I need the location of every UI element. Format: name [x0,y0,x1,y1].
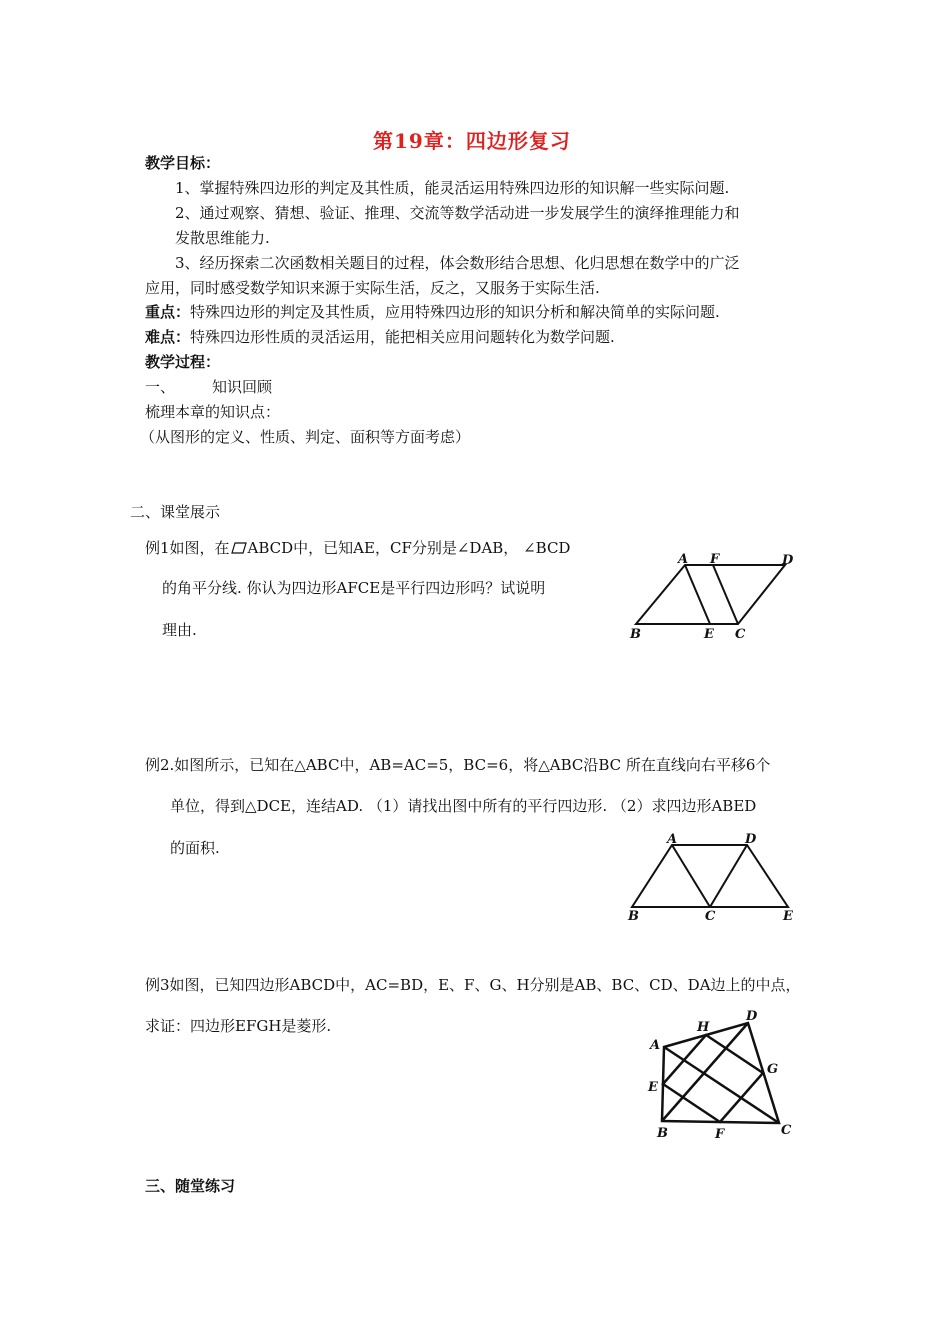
figure-1 [620,548,800,643]
figure-2 [620,828,805,923]
fig3-label-D: D [746,1009,758,1024]
fig3-label-B: B [657,1126,668,1141]
figure-2-segment-DC [710,845,747,907]
figure-1-parallelogram [636,565,785,624]
figure-3-diagonal-AC [664,1047,779,1123]
section-2-title: 二、课堂展示 [130,503,221,521]
difficulty-label: 难点： [145,328,191,346]
figure-3 [640,1005,800,1145]
fig2-label-D: D [745,832,757,847]
section-3-title: 三、随堂练习 [145,1177,236,1195]
example-1-line-1 [145,538,570,558]
figure-2-outline [632,845,788,907]
key-point [145,302,720,322]
fig2-label-E: E [783,909,793,923]
example-1-line-2: 的角平分线. 你认为四边形AFCE是平行四边形吗？试说明 [162,579,546,597]
fig2-label-A: A [667,832,678,847]
fig1-label-D: D [782,553,794,568]
example-3-line-2: 求证：四边形EFGH是菱形. [145,1017,332,1035]
fig1-label-A: A [678,552,689,567]
fig3-label-H: H [697,1020,710,1035]
fig2-label-B: B [628,909,639,923]
fig1-label-B: B [630,627,641,642]
example-2-line-1: 例2.如图所示，已知在△ABC中，AB=AC=5，BC=6，将△ABC沿BC 所在直线向右平移6个 [145,756,771,774]
section-1-title: 知识回顾 [212,378,273,396]
goal-2-line-2: 发散思维能力. [175,229,270,247]
section-1-line-1: 梳理本章的知识点： [145,403,281,421]
difficulty-text: 特殊四边形性质的灵活运用，能把相关应用问题转化为数学问题. [190,328,615,346]
key-point-text: 特殊四边形的判定及其性质，应用特殊四边形的知识分析和解决简单的实际问题. [190,303,720,321]
fig3-label-F: F [715,1127,725,1142]
fig3-label-E: E [648,1080,658,1095]
page-title: 第19章：四边形复习 [373,129,571,153]
goal-1: 1、掌握特殊四边形的判定及其性质，能灵活运用特殊四边形的知识解一些实际问题. [175,179,730,197]
parallelogram-icon [231,542,247,554]
example-1-line-3: 理由. [162,621,197,639]
key-point-label: 重点： [145,303,191,321]
fig1-label-E: E [704,627,714,642]
example-1-part-a: 例1如图，在 [145,539,230,557]
goals-heading: 教学目标： [145,154,221,172]
goal-2-line-1: 2、通过观察、猜想、验证、推理、交流等数学活动进一步发展学生的演绎推理能力和 [175,204,740,222]
process-heading: 教学过程： [145,353,221,371]
figure-1-segment-FC [713,565,738,624]
difficulty [145,327,615,347]
fig3-label-A: A [650,1038,661,1053]
fig1-label-F: F [710,552,720,567]
fig3-label-C: C [781,1123,792,1138]
example-2-line-2: 单位，得到△DCE，连结AD. （1）请找出图中所有的平行四边形. （2）求四边形ABED [170,797,757,815]
figure-2-segment-AC [672,845,710,907]
fig2-label-C: C [705,909,716,923]
goal-3-line-1: 3、经历探索二次函数相关题目的过程，体会数形结合思想、化归思想在数学中的广泛 [175,254,740,272]
fig1-label-C: C [735,627,746,642]
fig3-label-G: G [767,1062,779,1077]
example-3-line-1: 例3如图，已知四边形ABCD中，AC=BD，E、F、G、H分别是AB、BC、CD、DA边上的中点， [145,976,801,994]
example-1-part-b: ABCD中，已知AE，CF分别是∠DAB， ∠BCD [247,539,571,557]
example-2-line-3: 的面积. [170,839,220,857]
figure-1-segment-AE [685,565,710,624]
section-1-line-2: （从图形的定义、性质、判定、面积等方面考虑） [140,428,471,446]
goal-3-line-2: 应用，同时感受数学知识来源于实际生活，反之，又服务于实际生活. [145,279,600,297]
section-1-number: 一、 [145,378,176,396]
